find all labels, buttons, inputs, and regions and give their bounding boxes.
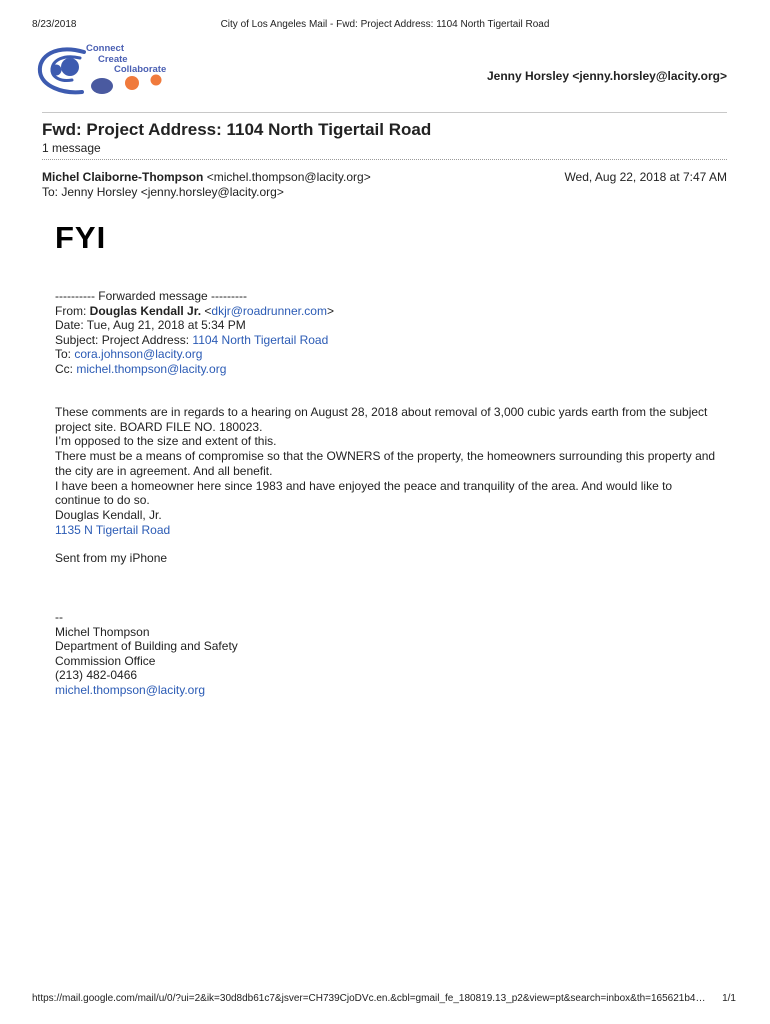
sender-email: <michel.thompson@lacity.org>	[206, 170, 371, 184]
message-count: 1 message	[42, 141, 101, 155]
forwarded-from-open: <	[201, 303, 212, 318]
thread-divider	[42, 159, 727, 160]
thread-subject: Fwd: Project Address: 1104 North Tigertail Road	[42, 120, 432, 139]
forwarded-to-email-link[interactable]: cora.johnson@lacity.org	[74, 347, 203, 362]
sent-from-line: Sent from my iPhone	[55, 551, 168, 565]
print-page-number: 1/1	[722, 993, 736, 1004]
forwarded-to-label: To:	[55, 347, 75, 362]
signature-office: Commission Office	[55, 653, 156, 668]
header-divider	[42, 112, 727, 113]
body-paragraph: I’m opposed to the size and extent of this.	[55, 434, 277, 449]
forwarded-cc-email-link[interactable]: michel.thompson@lacity.org	[76, 361, 227, 376]
forwarded-header	[55, 289, 334, 377]
account-name: Jenny Horsley <jenny.horsley@lacity.org>	[486, 69, 727, 83]
logo-text-collaborate: Collaborate	[114, 64, 167, 75]
forwarded-cc	[55, 362, 334, 377]
body-paragraph: I have been a homeowner here since 1983 and have enjoyed the peace and tranquility of the area. And would like to continue to do so.	[55, 478, 673, 508]
sender-line	[42, 170, 371, 184]
forwarded-from-name: Douglas Kendall Jr.	[89, 303, 202, 318]
body-address-link[interactable]: 1135 N Tigertail Road	[55, 522, 171, 537]
signature-dashes: --	[55, 610, 63, 624]
forwarded-from-close: >	[326, 303, 334, 318]
message-date: Wed, Aug 22, 2018 at 7:47 AM	[564, 170, 727, 184]
forwarded-from-email-link[interactable]: dkjr@roadrunner.com	[211, 303, 327, 318]
forwarded-subject	[55, 333, 334, 348]
message-body	[55, 405, 720, 537]
signature-phone: (213) 482-0466	[55, 668, 138, 683]
logo-text-connect: Connect	[86, 43, 124, 54]
forwarded-subject-address-link[interactable]: 1104 North Tigertail Road	[192, 332, 329, 347]
print-url: https://mail.google.com/mail/u/0/?ui=2&ik=30d8db61c7&jsver=CH739CjoDVc.en.&cbl=gmail_fe_180819.13_p2&view=pt&search=inbox&th=165621b4…	[32, 993, 706, 1004]
signature-email-link[interactable]: michel.thompson@lacity.org	[55, 682, 206, 697]
signature-name: Michel Thompson	[55, 624, 150, 639]
sender-name: Michel Claiborne-Thompson	[42, 170, 204, 184]
forwarded-date: Date: Tue, Aug 21, 2018 at 5:34 PM	[55, 318, 246, 333]
body-paragraph: These comments are in regards to a hearing on August 28, 2018 about removal of 3,000 cubic yards earth from the subject project site. BOARD FILE NO. 180023.	[55, 405, 708, 434]
body-paragraph: There must be a means of compromise so that the OWNERS of the property, the homeowners surrounding this property and the city are in agreement. And all benefit.	[55, 449, 716, 478]
print-date: 8/23/2018	[32, 19, 77, 30]
forwarded-from	[55, 304, 334, 319]
forwarded-cc-label: Cc:	[55, 361, 77, 376]
forwarded-divider: ---------- Forwarded message ---------	[55, 289, 247, 303]
signature-department: Department of Building and Safety	[55, 639, 238, 654]
logo-text-create: Create	[98, 54, 128, 65]
forwarded-from-label: From:	[55, 303, 90, 318]
signature	[55, 610, 238, 698]
forwarded-to	[55, 347, 334, 362]
print-title: City of Los Angeles Mail - Fwd: Project Address: 1104 North Tigertail Road	[220, 19, 550, 30]
connect-create-collaborate-logo	[36, 42, 176, 98]
fyi-heading: FYI	[55, 220, 107, 255]
forwarded-subject-label: Subject: Project Address:	[55, 332, 193, 347]
recipient-line: To: Jenny Horsley <jenny.horsley@lacity.org>	[42, 185, 284, 199]
body-paragraph: Douglas Kendall, Jr.	[55, 507, 162, 522]
